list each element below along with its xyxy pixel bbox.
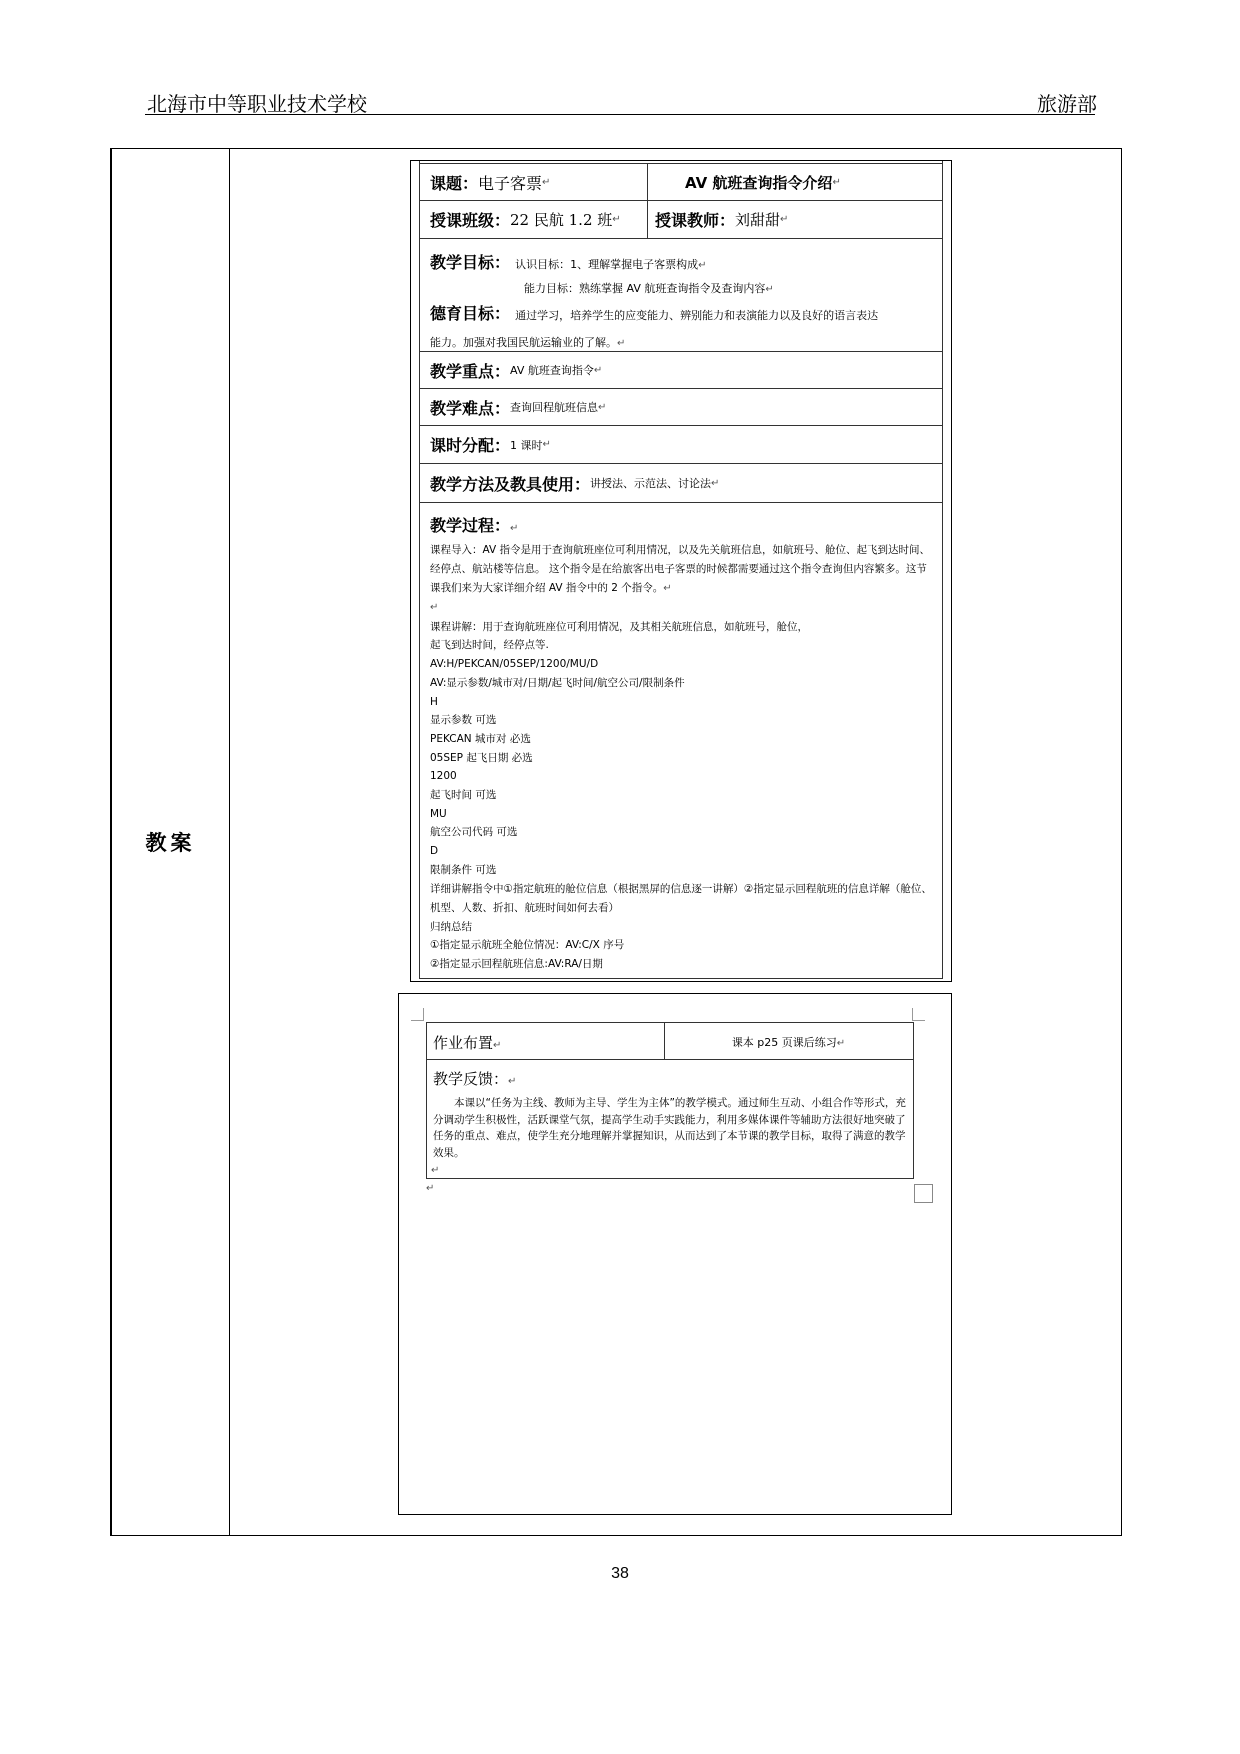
process-detail: 详细讲解指令中①指定航班的舱位信息（根据黑屏的信息逐一讲解）②指定显示回程航班的信息详解（舱位、机型、人数、折扣、航班时间如何去看） <box>430 882 932 914</box>
class-label: 授课班级： <box>430 211 511 230</box>
process-line: PEKCAN 城市对 必选 <box>430 732 531 745</box>
process-intro-text: AV 指令是用于查询航班座位可利用情况，以及先关航班信息，如航班号、舱位、起飞到达时间、经停点、航站楼等信息。 这个指令是在给旅客出电子客票的时候都需要通过这个指令查询但内容繁多。这节课我们来为大家详细介绍 AV 指令中的 2 个指令。 <box>430 544 931 594</box>
process-line: 航空公司代码 可选 <box>430 826 518 839</box>
column-divider <box>229 149 230 1535</box>
difficulty-row: 教学难点： 查询回程航班信息 ↵ <box>420 388 942 425</box>
crop-mark-icon <box>411 1008 424 1021</box>
process-content: 课程导入：AV 指令是用于查询航班座位可利用情况，以及先关航班信息，如航班号、舱位、起飞到达时间、经停点、航站楼等信息。 这个指令是在给旅客出电子客票的时候都需要通过这个指令查询但内容繁多。这节课我们来为大家详细介绍 AV 指令中的 2 个指令。↵ ↵ 课程讲解：用于查询航班座位可利用情况，及其相关航班信息，如航班号，舱位， 起飞到达时间，经停点等. AV:H/PEKCAN/05SEP/1200/MU/D AV:显示参数/城市对/日期/起飞时间/航空公司/限制条件 H 显示参数 可选 PEKCAN 城市对 必选 05SEP 起飞日期 必选 1200 起飞时间 可选 MU 航空公司代码 可选 D 限制条件 可选 详细讲解指令中①指定航班的舱位信息（根据黑屏的信息逐一讲解）②指定显示回程航班的信息详解（舱位、机型、人数、折扣、航班时间如何去看） 归纳总结 ①指定显示航班全舱位情况：AV:C/X 序号 ②指定显示回程航班信息:AV:RA/日期 <box>430 541 936 974</box>
difficulty-value: 查询回程航班信息 <box>510 401 599 414</box>
summary-line-1: ①指定显示航班全舱位情况：AV:C/X 序号 <box>430 939 625 952</box>
hours-value: 1 课时 <box>510 438 543 452</box>
homework-value-cell: 课本 p25 页课后练习↵ <box>731 1036 846 1049</box>
page-number: 38 <box>611 1565 629 1582</box>
moral-line-2: 能力。加强对我国民航运输业的了解。 <box>430 336 617 349</box>
method-row: 教学方法及教具使用： 讲授法、示范法、讨论法 ↵ <box>420 463 942 502</box>
homework-screenshot <box>398 993 952 1515</box>
key-label: 教学重点： <box>430 361 511 381</box>
paragraph-mark-icon: ↵ <box>832 176 841 188</box>
lesson-plan-inner-table <box>419 161 943 979</box>
class-value: 22 民航 1.2 班 <box>510 211 613 229</box>
summary-label: 归纳总结 <box>430 920 472 933</box>
objective-2: 能力目标：熟练掌握 AV 航班查询指令及查询内容 <box>524 282 766 295</box>
paragraph-mark-icon: ↵ <box>612 214 621 225</box>
objective-label: 教学目标： <box>430 253 511 272</box>
lesson-title: AV 航班查询指令介绍 <box>685 173 833 192</box>
homework-label-cell: 作业布置↵ <box>433 1034 502 1052</box>
summary-line-2: ②指定显示回程航班信息:AV:RA/日期 <box>430 957 603 970</box>
process-line: AV:H/PEKCAN/05SEP/1200/MU/D <box>430 658 599 671</box>
topic-value: 电子客票 <box>478 173 543 193</box>
process-line: H <box>430 695 438 708</box>
process-line: 05SEP 起飞日期 必选 <box>430 751 533 764</box>
paragraph-mark-icon: ↵ <box>426 1183 435 1194</box>
moral-label: 德育目标： <box>430 304 511 323</box>
process-intro: 课程导入：AV 指令是用于查询航班座位可利用情况，以及先关航班信息，如航班号、舱位、起飞到达时间、经停点、航站楼等信息。 这个指令是在给旅客出电子客票的时候都需要通过这个指令查询但内容繁多。这节课我们来为大家详细介绍 AV 指令中的 2 个指令。↵ <box>430 544 931 594</box>
teacher-label: 授课教师： <box>655 211 736 230</box>
paragraph-mark-icon: ↵ <box>780 214 789 225</box>
department-name: 旅游部 <box>1037 92 1097 116</box>
homework-value: 课本 p25 页课后练习 <box>731 1036 837 1049</box>
homework-row <box>427 1023 913 1060</box>
paragraph-mark-icon: ↵ <box>431 1165 440 1176</box>
difficulty-label: 教学难点： <box>430 398 511 418</box>
process-line: 限制条件 可选 <box>430 863 497 876</box>
key-point-row: 教学重点： AV 航班查询指令 ↵ <box>420 351 942 388</box>
objectives-row: 教学目标： 认识目标：1、理解掌握电子客票构成↵ 能力目标：熟练掌握 AV 航班查询指令及查询内容↵ 德育目标： 通过学习，培养学生的应变能力、辨别能力和表演能力以及良好的语言表达 能力。加强对我国民航运输业的了解。↵ <box>420 238 942 351</box>
key-value: AV 航班查询指令 <box>510 364 594 377</box>
moral-line-1: 通过学习，培养学生的应变能力、辨别能力和表演能力以及良好的语言表达 <box>515 309 879 322</box>
row-label: 教案 <box>145 830 196 855</box>
paragraph-mark-icon: ↵ <box>542 176 551 188</box>
process-line: 显示参数 可选 <box>430 714 497 727</box>
process-line: MU <box>430 807 447 820</box>
objective-1: 认识目标：1、理解掌握电子客票构成 <box>515 258 699 271</box>
process-line: AV:显示参数/城市对/日期/起飞时间/航空公司/限制条件 <box>430 676 685 689</box>
school-name: 北海市中等职业技术学校 <box>147 92 367 116</box>
feedback-label: 教学反馈： <box>433 1070 509 1088</box>
method-value: 讲授法、示范法、讨论法 <box>590 477 712 490</box>
teacher-value: 刘甜甜 <box>735 211 781 229</box>
process-line: 起飞时间 可选 <box>430 789 497 802</box>
homework-table: 作业布置↵ 课本 p25 页课后练习↵ 教学反馈：↵ 本课以“任务为主线、教师为主导、学生为主体”的教学模式。通过师生互动、小组合作等形式，充分调动学生积极性，活跃课堂气氛，提高学生动手实践能力，利用多媒体课件等辅助方法很好地突破了任务的重点、难点，使学生充分地理解并掌握知识，从而达到了本节课的教学目标，取得了满意的教学效果。 ↵ <box>426 1022 914 1179</box>
class-row <box>420 200 942 238</box>
topic-label: 课题： <box>430 173 479 193</box>
table-resize-handle-icon[interactable] <box>914 1184 933 1203</box>
process-intro-label: 课程导入： <box>430 544 483 556</box>
hours-row: 课时分配： 1 课时 ↵ <box>420 425 942 463</box>
process-label: 教学过程： <box>430 516 511 535</box>
topic-row <box>420 163 942 200</box>
method-label: 教学方法及教具使用： <box>430 474 591 494</box>
header-rule <box>145 114 1095 115</box>
process-row: 教学过程：↵ 课程导入：AV 指令是用于查询航班座位可利用情况，以及先关航班信息，如航班号、舱位、起飞到达时间、经停点、航站楼等信息。 这个指令是在给旅客出电子客票的时候都需要通过这个指令查询但内容繁多。这节课我们来为大家详细介绍 AV 指令中的 2 个指令。↵ ↵ 课程讲解：用于查询航班座位可利用情况，及其相关航班信息，如航班号，舱位， 起飞到达时间，经停点等. AV:H/PEKCAN/05SEP/1200/MU/D AV:显示参数/城市对/日期/起飞时间/航空公司/限制条件 H 显示参数 可选 PEKCAN 城市对 必选 05SEP 起飞日期 必选 1200 起飞时间 可选 MU 航空公司代码 可选 D 限制条件 可选 详细讲解指令中①指定航班的舱位信息（根据黑屏的信息逐一讲解）②指定显示回程航班的信息详解（舱位、机型、人数、折扣、航班时间如何去看） 归纳总结 ①指定显示航班全舱位情况：AV:C/X 序号 ②指定显示回程航班信息:AV:RA/日期 <box>420 502 942 979</box>
hours-label: 课时分配： <box>430 436 511 455</box>
feedback-text: 本课以“任务为主线、教师为主导、学生为主体”的教学模式。通过师生互动、小组合作等形式，充分调动学生积极性，活跃课堂气氛，提高学生动手实践能力，利用多媒体课件等辅助方法很好地突破了任务的重点、难点，使学生充分地理解并掌握知识，从而达到了本节课的教学目标，取得了满意的教学效果。 <box>433 1097 906 1159</box>
process-line: 起飞到达时间，经停点等. <box>430 639 549 652</box>
process-line: D <box>430 845 439 858</box>
process-line: 课程讲解：用于查询航班座位可利用情况，及其相关航班信息，如航班号，舱位， <box>430 620 808 633</box>
process-line: 1200 <box>430 770 457 783</box>
homework-label: 作业布置 <box>433 1034 494 1052</box>
lesson-plan-screenshot <box>410 160 952 982</box>
crop-mark-icon <box>912 1008 925 1021</box>
